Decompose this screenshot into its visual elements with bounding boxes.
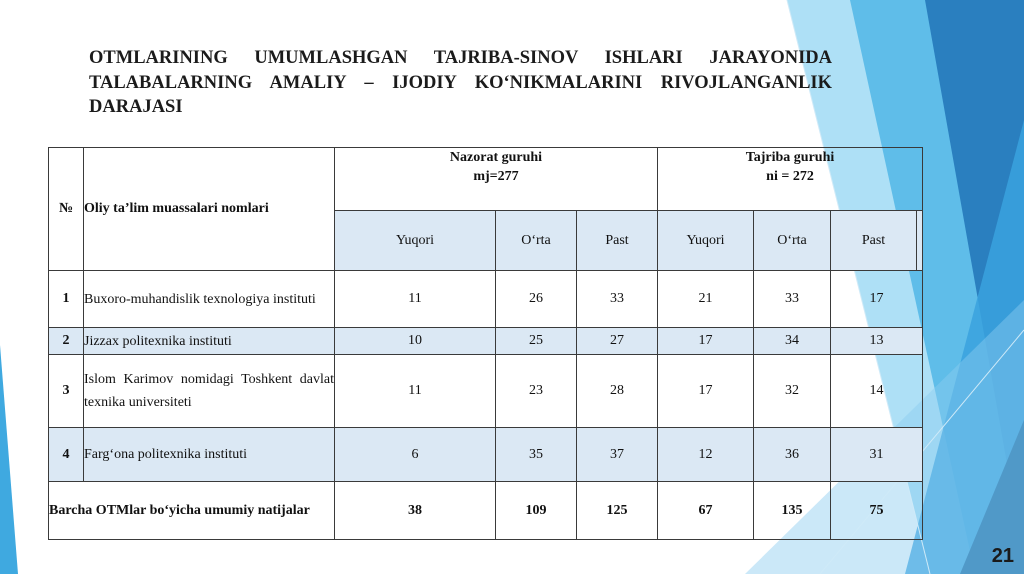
total-value-cell: 109 (496, 482, 577, 540)
value-cell: 32 (754, 355, 831, 428)
value-cell: 17 (658, 355, 754, 428)
control-group-name: Nazorat guruhi (449, 150, 543, 165)
row-number: 4 (49, 428, 84, 482)
experiment-group-size: ni = 272 (766, 169, 814, 184)
institution-name: Buxoro-muhandislik texnologiya instituti (84, 271, 335, 328)
value-cell: 21 (658, 271, 754, 328)
results-table (48, 147, 923, 540)
value-cell: 27 (577, 328, 658, 355)
total-row (49, 482, 923, 540)
value-cell: 36 (754, 428, 831, 482)
value-cell: 17 (831, 271, 923, 328)
value-cell: 33 (577, 271, 658, 328)
total-value-cell: 38 (335, 482, 496, 540)
subheader-cell: Yuqori (658, 211, 754, 271)
total-value-cell: 67 (658, 482, 754, 540)
table-row (49, 428, 923, 482)
value-cell: 33 (754, 271, 831, 328)
row-number: 3 (49, 355, 84, 428)
institution-column-header: Oliy ta’lim muassalari nomlari (84, 148, 335, 271)
row-number: 2 (49, 328, 84, 355)
institution-name: Jizzax politexnika instituti (84, 328, 335, 355)
subheader-cell: O‘rta (754, 211, 831, 271)
institution-name: Islom Karimov nomidagi Toshkent davlat texnika universiteti (84, 355, 335, 428)
value-cell: 37 (577, 428, 658, 482)
control-group-size: mj=277 (473, 169, 519, 184)
value-cell: 26 (496, 271, 577, 328)
total-value-cell: 135 (754, 482, 831, 540)
subheader-cell: Past (831, 211, 917, 271)
value-cell: 14 (831, 355, 923, 428)
value-cell: 10 (335, 328, 496, 355)
value-cell: 31 (831, 428, 923, 482)
total-label: Barcha OTMlar bo‘yicha umumiy natijalar (49, 482, 335, 540)
value-cell: 17 (658, 328, 754, 355)
total-value-cell: 125 (577, 482, 658, 540)
spacer-cell (917, 211, 923, 271)
row-number: 1 (49, 271, 84, 328)
experiment-group-name: Tajriba guruhi (745, 150, 835, 165)
table-row (49, 271, 923, 328)
group-header-row (49, 148, 923, 211)
number-column-header: № (49, 148, 84, 271)
value-cell: 12 (658, 428, 754, 482)
slide-title: OTMLARINING UMUMLASHGAN TAJRIBA-SINOV ISHLARI JARAYONIDA TALABALARNING AMALIY – IJODIY KO‘NIKMALARINI RIVOJLANGANLIK DARAJASI (89, 48, 832, 117)
slide-number: 21 (991, 545, 1014, 567)
total-value-cell: 75 (831, 482, 923, 540)
value-cell: 13 (831, 328, 923, 355)
experiment-group-header (658, 148, 923, 211)
table-row (49, 355, 923, 428)
value-cell: 34 (754, 328, 831, 355)
value-cell: 25 (496, 328, 577, 355)
table-row (49, 328, 923, 355)
value-cell: 35 (496, 428, 577, 482)
control-group-header (335, 148, 658, 211)
value-cell: 11 (335, 355, 496, 428)
subheader-cell: O‘rta (496, 211, 577, 271)
value-cell: 28 (577, 355, 658, 428)
institution-name: Farg‘ona politexnika instituti (84, 428, 335, 482)
value-cell: 6 (335, 428, 496, 482)
subheader-cell: Yuqori (335, 211, 496, 271)
value-cell: 23 (496, 355, 577, 428)
value-cell: 11 (335, 271, 496, 328)
subheader-cell: Past (577, 211, 658, 271)
